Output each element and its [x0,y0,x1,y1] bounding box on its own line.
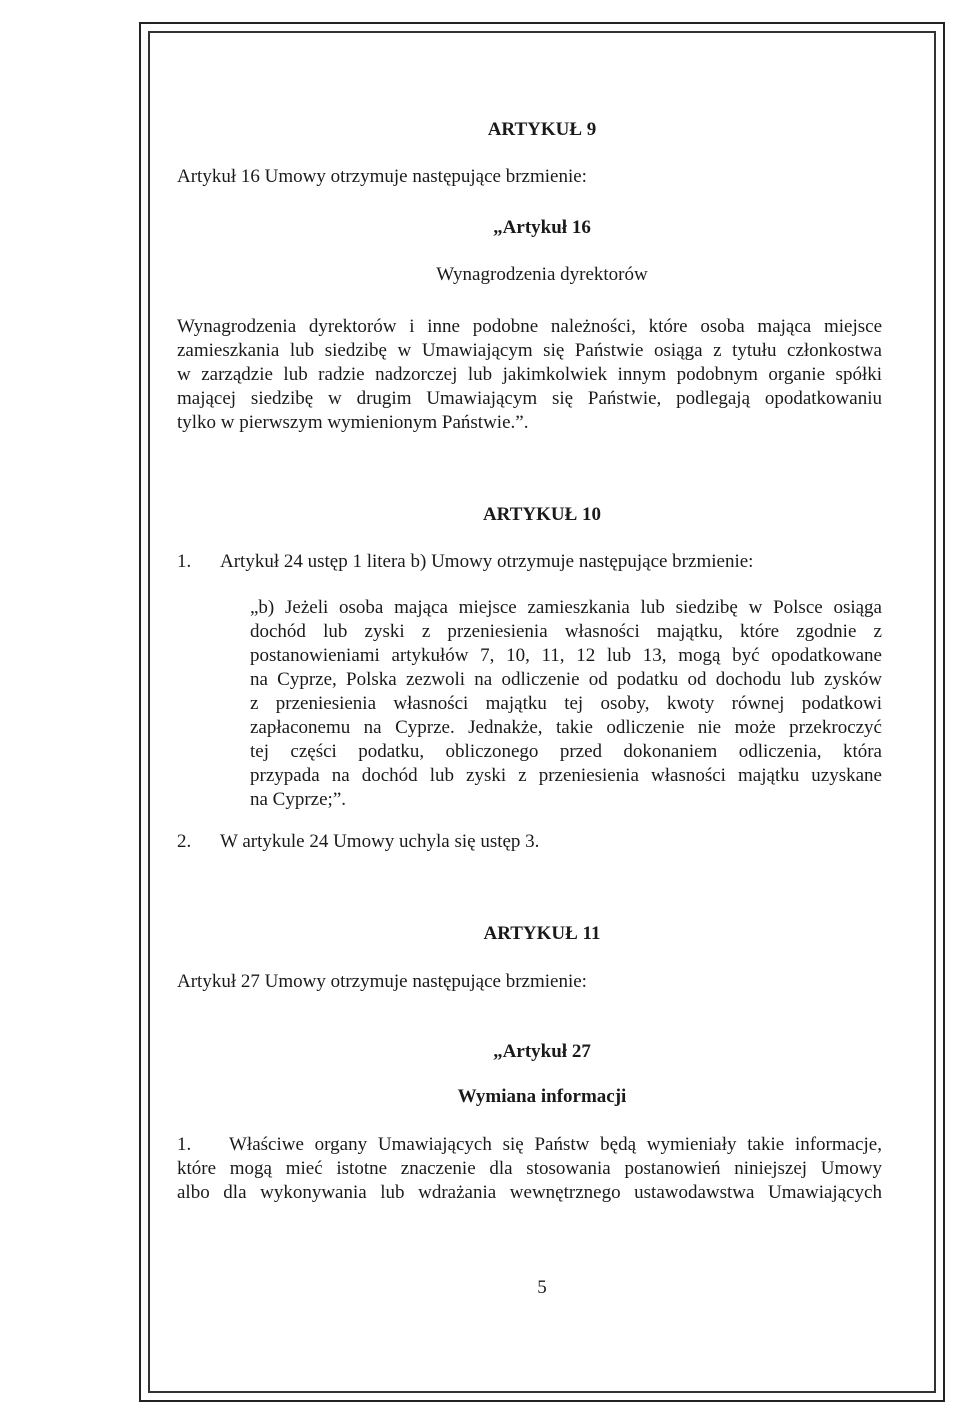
quote-line: zapłaconemu na Cyprze. Jednakże, takie odliczenie nie może przekroczyć [250,717,882,738]
quote-line: przypada na dochód lub zyski z przeniesienia własności majątku uzyskane [250,765,882,786]
body-line: tylko w pierwszym wymienionym Państwie.”. [177,412,529,433]
article-16-subtitle: Wynagrodzenia dyrektorów [436,264,648,285]
article-11-intro: Artykuł 27 Umowy otrzymuje następujące brzmienie: [177,971,587,992]
item-2-text: W artykule 24 Umowy uchyla się ustęp 3. [220,831,540,852]
item-2-number: 2. [177,831,192,852]
body-line: Wynagrodzenia dyrektorów i inne podobne należności, które osoba mająca miejsce [177,316,882,337]
quote-line: na Cyprze;”. [250,789,347,810]
quote-line: na Cyprze, Polska zezwoli na odliczenie od podatku od dochodu lub zysków [250,669,882,690]
article-16-title: „Artykuł 16 [493,217,591,238]
body-line: które mogą mieć istotne znaczenie dla stosowania postanowień niniejszej Umowy [177,1158,882,1179]
article-11-heading: ARTYKUŁ 11 [483,923,601,944]
body-line: mającej siedzibę w drugim Umawiającym się Państwie, podlegają opodatkowaniu [177,388,882,409]
quoted-paragraph-b [250,596,882,812]
article-27-title: „Artykuł 27 [493,1041,591,1062]
body-line: Właściwe organy Umawiających się Państw będą wymieniały takie informacje, [229,1134,882,1155]
quote-line: dochód lub zyski z przeniesienia własności majątku, które zgodnie z [250,621,882,642]
article-27-item-1-number: 1. [177,1134,192,1155]
article-9-intro: Artykuł 16 Umowy otrzymuje następujące brzmienie: [177,166,587,187]
body-line: zamieszkania lub siedzibę w Umawiającym się Państwie osiąga z tytułu członkostwa [177,340,882,361]
article-9-heading: ARTYKUŁ 9 [487,119,597,140]
quote-line: z przeniesienia własności majątku tej osoby, kwoty równej podatkowi [250,693,882,714]
item-1-number: 1. [177,551,192,572]
quote-line: tej części podatku, obliczonego przed dokonaniem odliczenia, która [250,741,882,762]
article-27-subtitle: Wymiana informacji [457,1086,627,1107]
page-number: 5 [537,1277,547,1298]
article-10-heading: ARTYKUŁ 10 [482,504,602,525]
article-27-body [177,1133,882,1205]
item-1-text: Artykuł 24 ustęp 1 litera b) Umowy otrzymuje następujące brzmienie: [220,551,754,572]
article-16-body [177,315,882,435]
body-line: w zarządzie lub radzie nadzorczej lub jakimkolwiek innym podobnym organie spółki [177,364,882,385]
body-line: albo dla wykonywania lub wdrażania wewnętrznego ustawodawstwa Umawiających [177,1182,882,1203]
quote-line: postanowieniami artykułów 7, 10, 11, 12 lub 13, mogą być opodatkowane [250,645,882,666]
quote-line: „b) Jeżeli osoba mająca miejsce zamieszkania lub siedzibę w Polsce osiąga [250,597,882,618]
